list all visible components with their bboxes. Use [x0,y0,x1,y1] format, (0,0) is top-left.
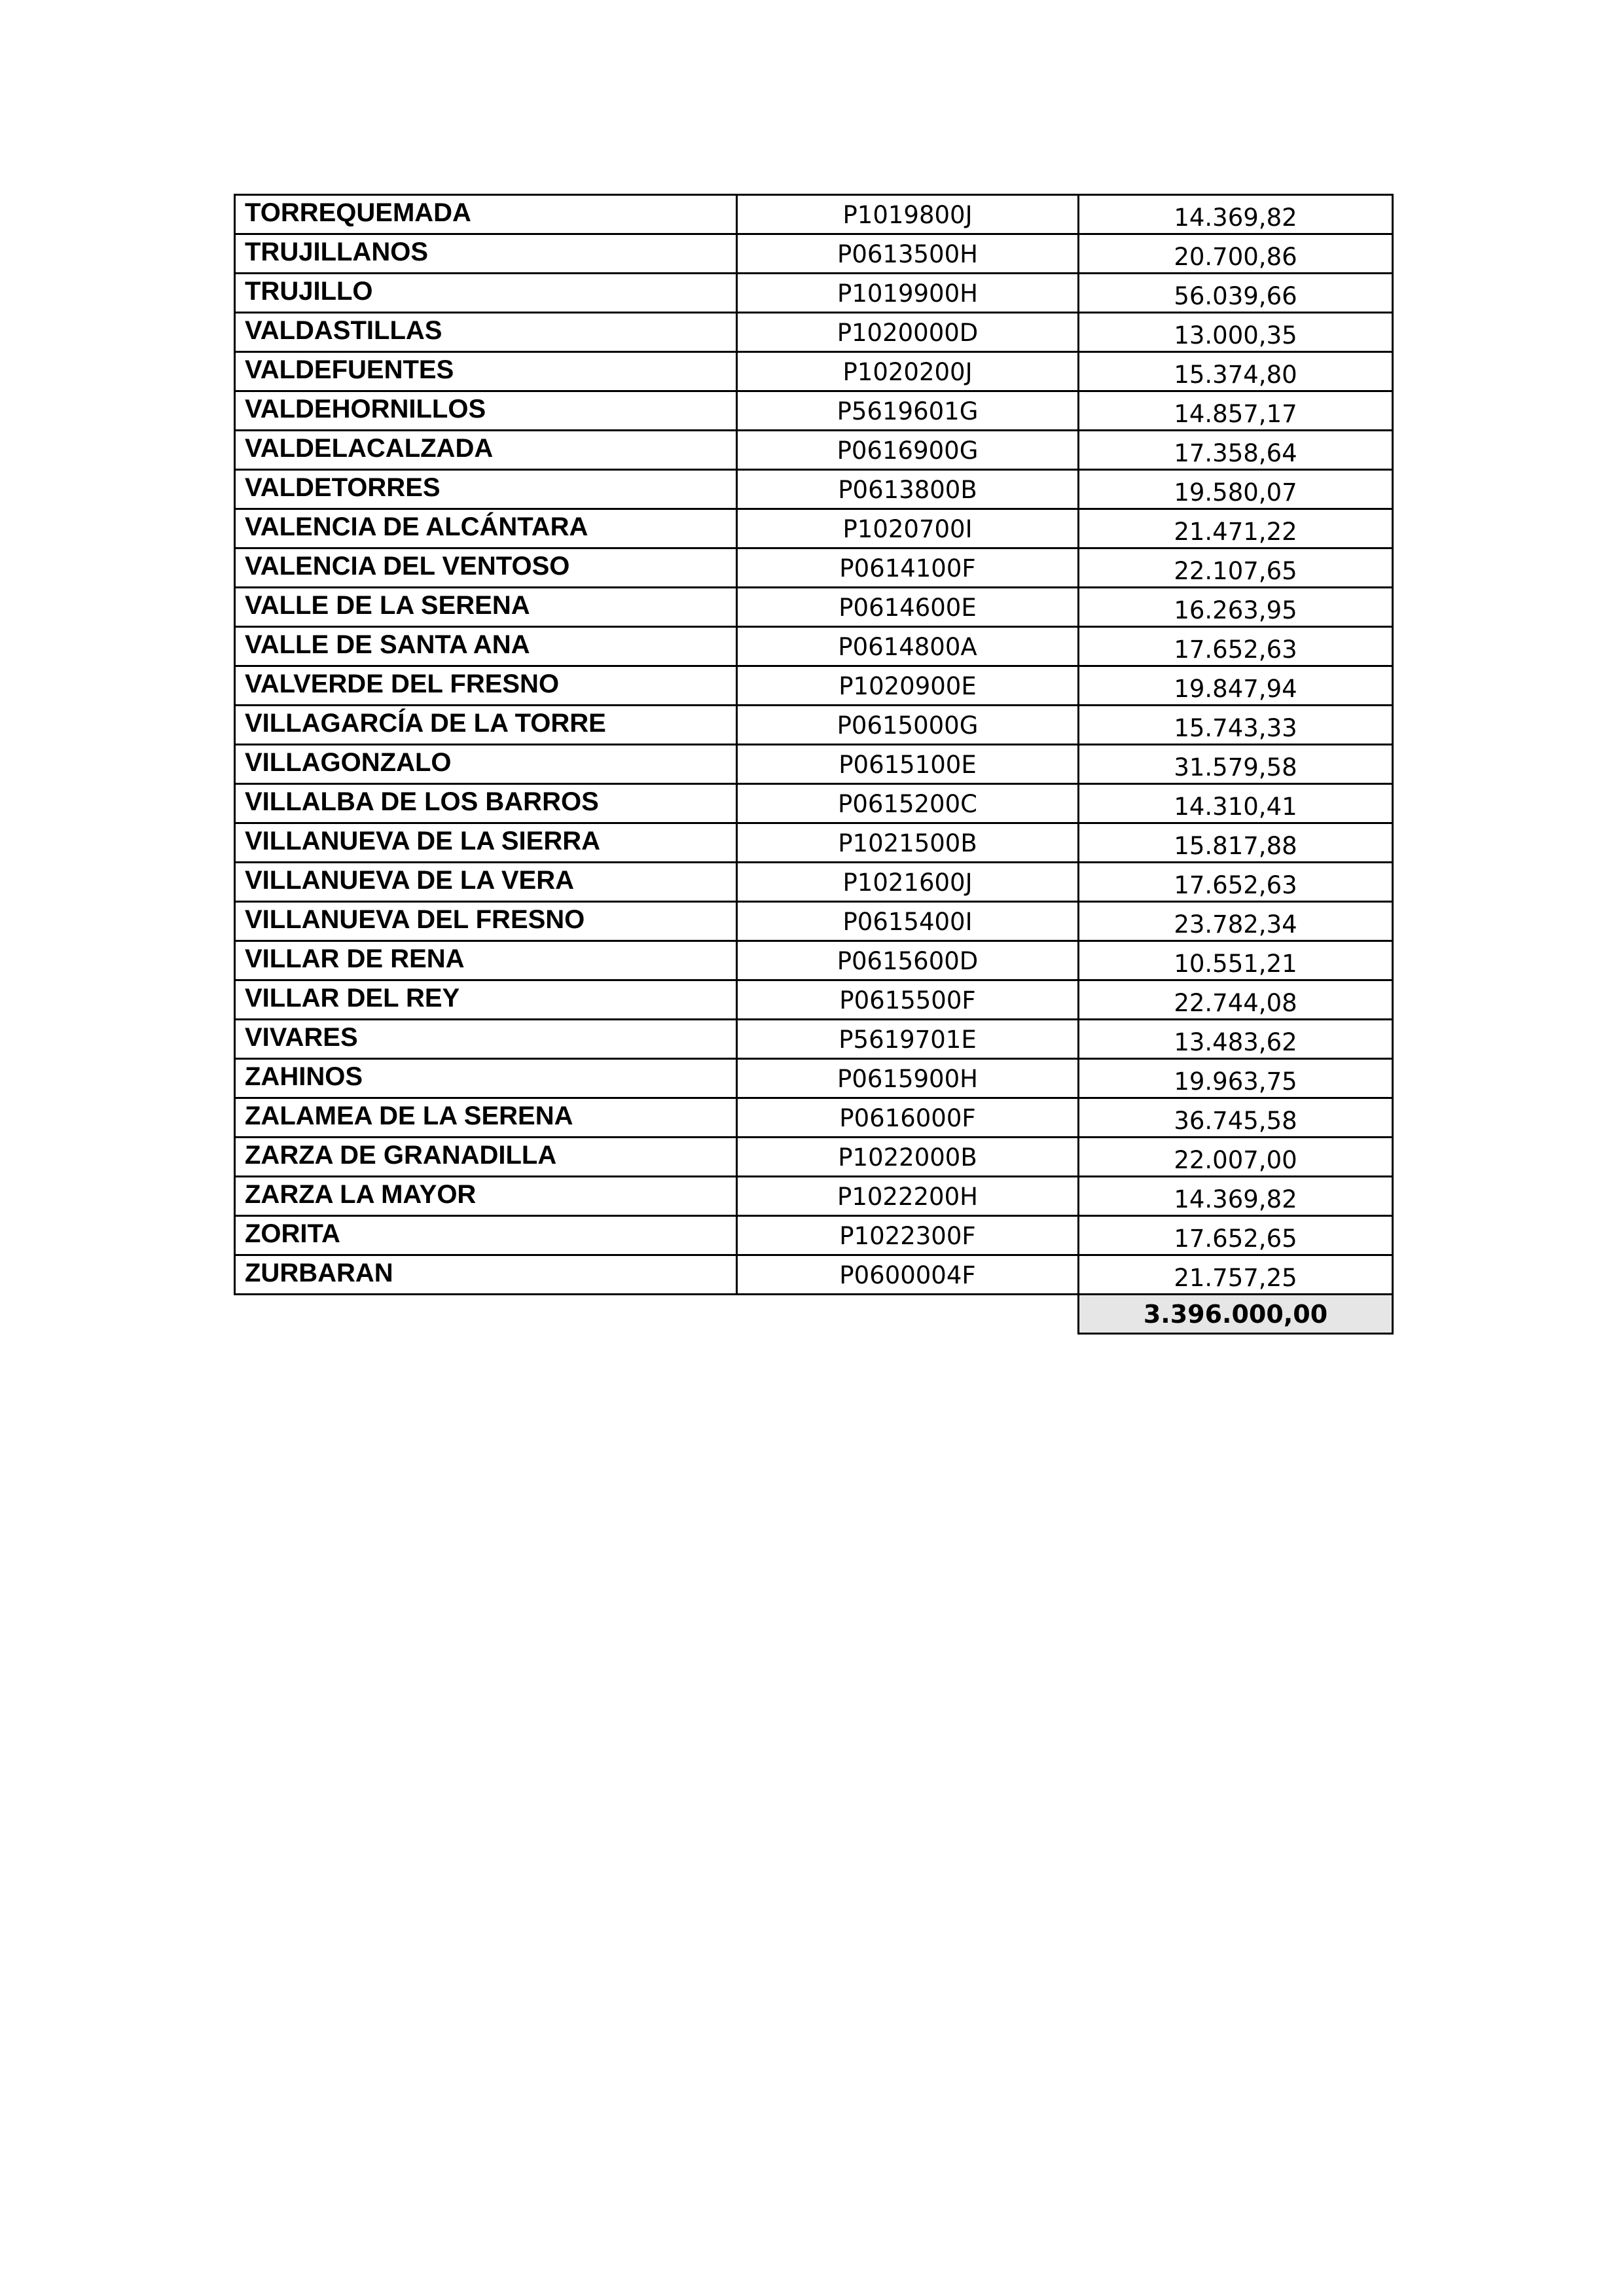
municipality-amount: 22.107,65 [1079,548,1393,588]
table-row [235,902,1393,941]
table-row [235,1177,1393,1216]
municipality-name: VILLAR DE RENA [235,941,737,980]
municipality-code: P0615900H [737,1059,1079,1098]
municipality-code: P0613500H [737,234,1079,274]
table-row [235,941,1393,980]
municipality-code: P0614100F [737,548,1079,588]
municipality-amount: 15.743,33 [1079,706,1393,745]
municipality-name: VALDEHORNILLOS [235,391,737,431]
municipality-amount: 17.358,64 [1079,431,1393,470]
municipality-name: VILLANUEVA DEL FRESNO [235,902,737,941]
municipality-code: P5619701E [737,1020,1079,1059]
municipality-code: P0615200C [737,784,1079,823]
municipality-code: P0615100E [737,745,1079,784]
municipality-amount: 16.263,95 [1079,588,1393,627]
municipality-name: VIVARES [235,1020,737,1059]
municipality-name: VALDEFUENTES [235,352,737,391]
table-row [235,352,1393,391]
municipality-name: VALDETORRES [235,470,737,509]
municipality-amounts-table [234,194,1394,1335]
municipality-amount: 10.551,21 [1079,941,1393,980]
total-row [235,1295,1393,1334]
municipality-name: VILLANUEVA DE LA SIERRA [235,823,737,863]
table-row [235,706,1393,745]
municipality-name: VALLE DE LA SERENA [235,588,737,627]
municipality-code: P1019800J [737,195,1079,234]
table-row [235,588,1393,627]
municipality-amount: 19.963,75 [1079,1059,1393,1098]
municipality-amount: 17.652,65 [1079,1216,1393,1255]
municipality-code: P0615500F [737,980,1079,1020]
municipality-code: P0616900G [737,431,1079,470]
municipality-name: ZAHINOS [235,1059,737,1098]
table-row [235,823,1393,863]
municipality-amount: 13.000,35 [1079,313,1393,352]
table-row [235,431,1393,470]
municipality-name: ZURBARAN [235,1255,737,1295]
table-row [235,863,1393,902]
municipality-code: P1022200H [737,1177,1079,1216]
municipality-amount: 14.369,82 [1079,195,1393,234]
municipality-name: TRUJILLO [235,274,737,313]
municipality-code: P1020700I [737,509,1079,548]
municipality-name: VALDELACALZADA [235,431,737,470]
municipality-amount: 14.857,17 [1079,391,1393,431]
table-row [235,1216,1393,1255]
municipality-code: P0614600E [737,588,1079,627]
table-row [235,274,1393,313]
municipality-code: P1022000B [737,1138,1079,1177]
municipality-code: P0614800A [737,627,1079,666]
table-row [235,548,1393,588]
municipality-code: P1021600J [737,863,1079,902]
municipality-code: P0616000F [737,1098,1079,1138]
municipality-name: VALENCIA DE ALCÁNTARA [235,509,737,548]
municipality-code: P1019900H [737,274,1079,313]
table-row [235,470,1393,509]
total-row-blank [235,1295,1079,1334]
table-row [235,627,1393,666]
table-row [235,1255,1393,1295]
municipality-code: P5619601G [737,391,1079,431]
municipality-code: P0613800B [737,470,1079,509]
municipality-name: ZALAMEA DE LA SERENA [235,1098,737,1138]
municipality-code: P0615000G [737,706,1079,745]
municipality-amount: 14.310,41 [1079,784,1393,823]
municipality-code: P1020000D [737,313,1079,352]
municipality-name: ZARZA LA MAYOR [235,1177,737,1216]
municipality-amount: 56.039,66 [1079,274,1393,313]
table-row [235,509,1393,548]
municipality-amount: 19.580,07 [1079,470,1393,509]
table-row [235,1059,1393,1098]
municipality-amount: 15.817,88 [1079,823,1393,863]
municipality-amount: 23.782,34 [1079,902,1393,941]
municipality-name: VALDASTILLAS [235,313,737,352]
municipality-amount: 17.652,63 [1079,627,1393,666]
municipality-code: P0615400I [737,902,1079,941]
municipality-amount: 22.744,08 [1079,980,1393,1020]
table-row [235,195,1393,234]
municipality-amount: 20.700,86 [1079,234,1393,274]
municipality-amount: 36.745,58 [1079,1098,1393,1138]
table-row [235,234,1393,274]
municipality-amount: 21.757,25 [1079,1255,1393,1295]
municipality-name: VILLAGONZALO [235,745,737,784]
municipality-code: P1020900E [737,666,1079,706]
municipality-name: ZARZA DE GRANADILLA [235,1138,737,1177]
table-row [235,980,1393,1020]
municipality-amount: 21.471,22 [1079,509,1393,548]
municipality-code: P1021500B [737,823,1079,863]
table-row [235,391,1393,431]
municipality-code: P0600004F [737,1255,1079,1295]
municipality-amount: 14.369,82 [1079,1177,1393,1216]
municipality-code: P0615600D [737,941,1079,980]
municipality-amount: 15.374,80 [1079,352,1393,391]
municipality-code: P1022300F [737,1216,1079,1255]
municipality-amount: 13.483,62 [1079,1020,1393,1059]
municipality-name: VILLALBA DE LOS BARROS [235,784,737,823]
municipality-name: VALVERDE DEL FRESNO [235,666,737,706]
table-row [235,1138,1393,1177]
table-row [235,745,1393,784]
table-row [235,784,1393,823]
municipality-amount: 22.007,00 [1079,1138,1393,1177]
municipality-name: ZORITA [235,1216,737,1255]
municipality-name: VALENCIA DEL VENTOSO [235,548,737,588]
municipality-amount: 19.847,94 [1079,666,1393,706]
municipality-name: VILLAGARCÍA DE LA TORRE [235,706,737,745]
table-row [235,666,1393,706]
table-row [235,1020,1393,1059]
table-row [235,1098,1393,1138]
municipality-name: TORREQUEMADA [235,195,737,234]
table-row [235,313,1393,352]
table-body [235,195,1393,1295]
total-amount: 3.396.000,00 [1079,1295,1393,1334]
municipality-name: VILLAR DEL REY [235,980,737,1020]
municipality-code: P1020200J [737,352,1079,391]
municipality-name: TRUJILLANOS [235,234,737,274]
municipality-name: VILLANUEVA DE LA VERA [235,863,737,902]
municipality-name: VALLE DE SANTA ANA [235,627,737,666]
municipality-amount: 17.652,63 [1079,863,1393,902]
municipality-amount: 31.579,58 [1079,745,1393,784]
